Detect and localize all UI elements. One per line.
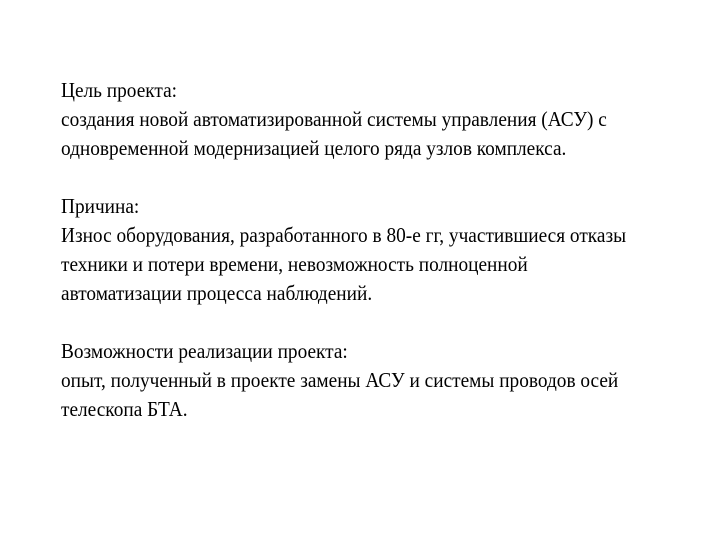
section-text-line: Износ оборудования, разработанного в 80-е гг, участившиеся отказы xyxy=(61,223,627,247)
section-text-line: опыт, полученный в проекте замены АСУ и системы проводов осей xyxy=(61,368,619,392)
section-implementation-possibilities xyxy=(61,337,650,424)
slide-text-body xyxy=(61,76,650,453)
section-heading: Причина: xyxy=(61,194,140,218)
section-text-line: создания новой автоматизированной системы управления (АСУ) с xyxy=(61,107,607,131)
section-text-line: техники и потери времени, невозможность полноценной xyxy=(61,252,528,276)
section-reason xyxy=(61,192,650,308)
section-project-goal xyxy=(61,76,650,163)
section-text-line: автоматизации процесса наблюдений. xyxy=(61,281,373,305)
section-heading: Цель проекта: xyxy=(61,78,178,102)
section-text-line: телескопа БТА. xyxy=(61,397,188,421)
section-heading: Возможности реализации проекта: xyxy=(61,339,348,363)
section-text-line: одновременной модернизацией целого ряда узлов комплекса. xyxy=(61,136,567,160)
